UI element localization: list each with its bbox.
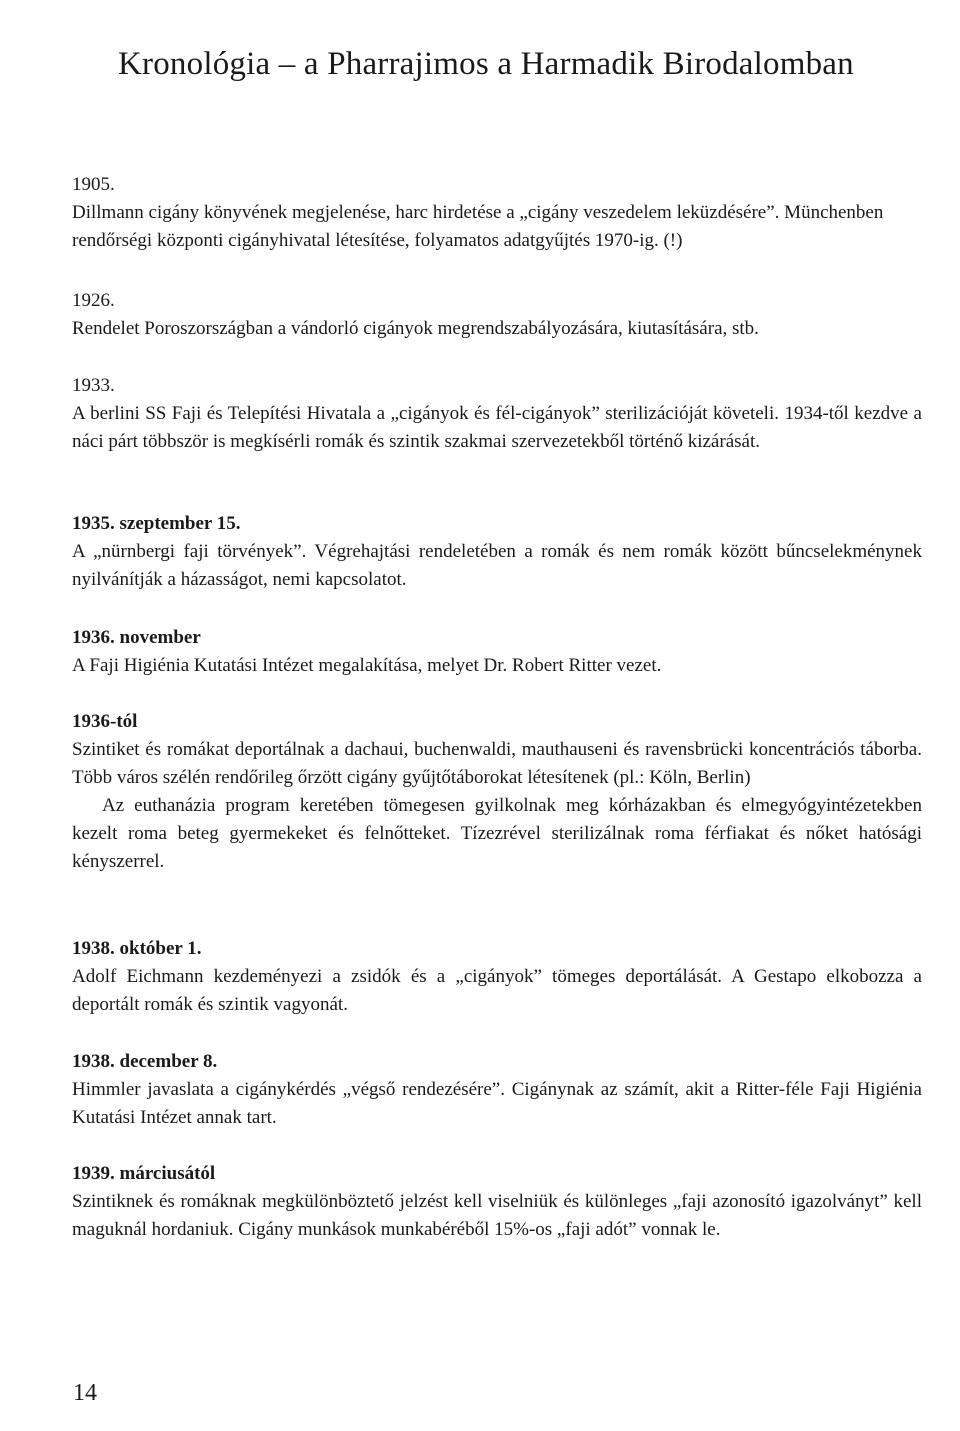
entry-1936-november [72, 624, 922, 680]
entry-text: A „nürnbergi faji törvények”. Végrehajtási rendeletében a romák és nem romák között bűncselekménynek nyilvánítják a házasságot, nemi kapcsolatot. [72, 541, 922, 590]
entry-date: 1936. november [72, 627, 201, 648]
entry-date: 1936-tól [72, 711, 138, 732]
entry-text: A berlini SS Faji és Telepítési Hivatala a „cigányok és fél-cigányok” sterilizációját követeli. 1934-től kezdve a náci párt többször is megkísérli romák és szintik szakmai szervezetekből történő kizárását. [72, 403, 922, 452]
entry-text: Adolf Eichmann kezdeményezi a zsidók és a „cigányok” tömeges deportálását. A Gestapo elkobozza a deportált romák és szintik vagyonát. [72, 966, 922, 1015]
entry-1936-tol [72, 708, 922, 876]
entry-date: 1905. [72, 174, 115, 195]
entry-text: Szintiket és romákat deportálnak a dachaui, buchenwaldi, mauthauseni és ravensbrücki koncentrációs táborba. Több város szélén rendőrileg őrzött cigány gyűjtőtáborokat létesítenek (pl.: Köln, Berlin) [72, 739, 922, 788]
entry-text: Az euthanázia program keretében tömegesen gyilkolnak meg kórházakban és elmegyógyintézetekben kezelt roma beteg gyermekeket és felnőtteket. Tízezrével sterilizálnak roma férfiakat és nőket hatósági kényszerrel. [72, 795, 922, 872]
entry-date: 1938. december 8. [72, 1051, 218, 1072]
entry-text: Himmler javaslata a cigánykérdés „végső rendezésére”. Cigánynak az számít, akit a Ritter-féle Faji Higiénia Kutatási Intézet annak tart. [72, 1079, 922, 1128]
entry-text: Rendelet Poroszországban a vándorló cigányok megrendszabályozására, kiutasítására, stb. [72, 318, 759, 339]
entry-1935 [72, 510, 922, 594]
entry-1933 [72, 372, 922, 456]
entry-1938-december [72, 1048, 922, 1132]
entry-1939 [72, 1160, 922, 1244]
entry-date: 1933. [72, 375, 115, 396]
entry-1926 [72, 287, 922, 343]
entry-1905 [72, 171, 922, 255]
entry-date: 1938. október 1. [72, 938, 202, 959]
entry-text: Dillmann cigány könyvének megjelenése, harc hirdetése a „cigány veszedelem leküzdésére”. Münchenben rendőrségi központi cigányhivatal létesítése, folyamatos adatgyűjtés 1970-ig. (!) [72, 202, 884, 251]
entry-text: Szintiknek és romáknak megkülönböztető jelzést kell viselniük és különleges „faji azonosító igazolványt” kell maguknál hordaniuk. Cigány munkások munkabéréből 15%-os „faji adót” vonnak le. [72, 1191, 922, 1240]
entry-text: A Faji Higiénia Kutatási Intézet megalakítása, melyet Dr. Robert Ritter vezet. [72, 655, 662, 676]
page-number: 14 [73, 1380, 97, 1406]
entry-date: 1939. márciusától [72, 1163, 216, 1184]
entry-date: 1926. [72, 290, 115, 311]
entry-1938-oktober [72, 935, 922, 1019]
entry-date: 1935. szeptember 15. [72, 513, 241, 534]
page-title: Kronológia – a Pharrajimos a Harmadik Birodalomban [118, 46, 854, 82]
